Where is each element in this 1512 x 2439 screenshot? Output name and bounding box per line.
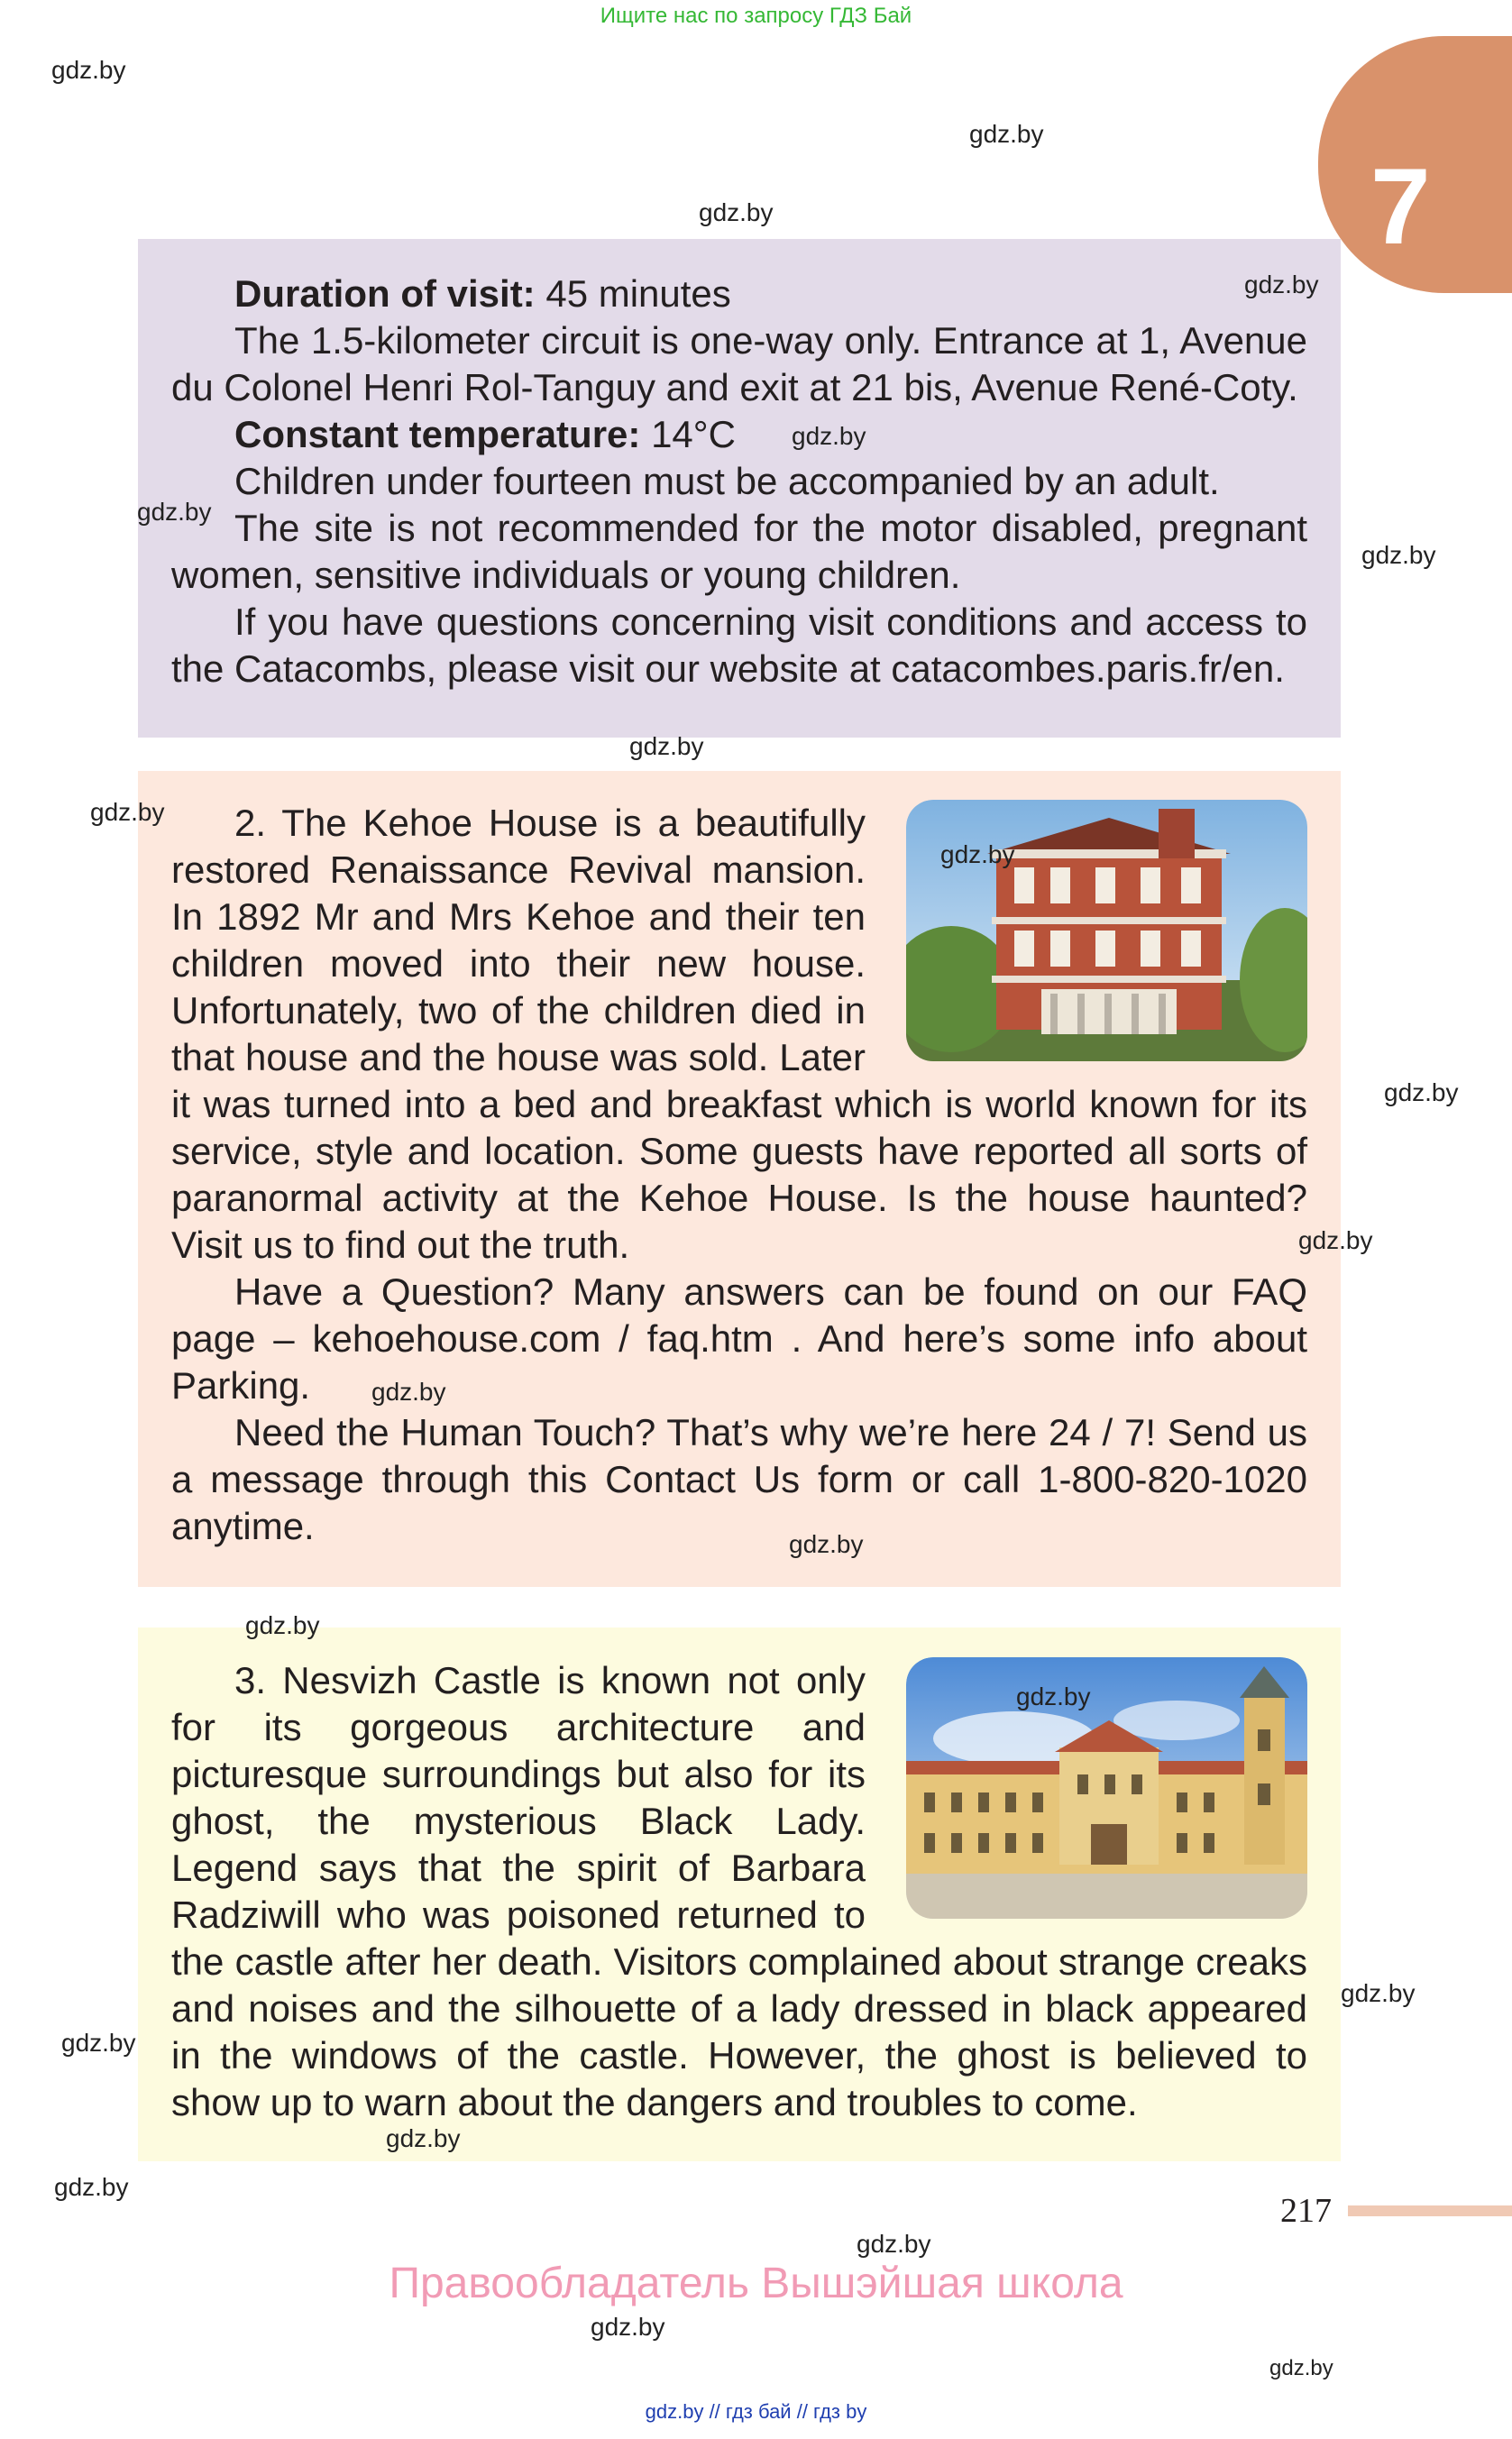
watermark: gdz.by — [940, 840, 1015, 868]
page-number-bar — [1348, 2205, 1512, 2216]
watermark: gdz.by — [1384, 1078, 1459, 1106]
duration-value: 45 minutes — [535, 272, 731, 315]
watermark: gdz.by — [386, 2124, 461, 2152]
kehoe-para-2: Have a Question? Many answers can be found on our FAQ page – kehoehouse.com / faq.htm . And here’s some info about Parking. — [171, 1270, 1307, 1407]
section-nesvizh-text — [171, 1657, 1307, 2126]
duration-line — [171, 270, 1307, 317]
watermark: gdz.by — [1016, 1683, 1091, 1710]
questions-text: If you have questions concerning visit conditions and access to the Catacombs, please visit our website at catacombes.paris.fr/en. — [171, 601, 1307, 690]
nesvizh-para-1: 3. Nesvizh Castle is known not only for its gorgeous architecture and picturesque surroundings but also for its ghost, the mysterious Black Lady. Legend says that the spirit of Barbara Radziwill who was poisoned returned to the castle after her death. Visitors complained about strange creaks and noises and the silhouette of a lady dressed in black appeared in the windows of the castle. However, the ghost is believed to show up to warn about the dangers and troubles to come. — [171, 1659, 1307, 2123]
kehoe-para-3: Need the Human Touch? That’s why we’re here 24 / 7! Send us a message through this Contact Us form or call 1-800-820-1020 anytime. — [171, 1411, 1307, 1547]
watermark: gdz.by — [1341, 1979, 1416, 2007]
watermark: gdz.by — [61, 2029, 136, 2057]
watermark: gdz.by — [699, 198, 774, 226]
site-text: The site is not recommended for the motor disabled, pregnant women, sensitive individuals or young children. — [171, 507, 1307, 596]
temperature-value: 14°C — [640, 413, 736, 455]
unit-number: 7 — [1370, 146, 1431, 267]
nesvizh-castle-image — [893, 1657, 1307, 1928]
duration-label: Duration of visit: — [234, 272, 536, 315]
watermark: gdz.by — [137, 498, 212, 526]
watermark: gdz.by — [51, 56, 126, 84]
children-text: Children under fourteen must be accompanied by an adult. — [234, 460, 1220, 502]
watermark: gdz.by — [1244, 270, 1319, 298]
watermark: gdz.by — [54, 2173, 129, 2201]
watermark: gdz.by — [371, 1378, 446, 1406]
top-banner[interactable]: Ищите нас по запросу ГДЗ Бай — [600, 4, 912, 28]
watermark: gdz.by — [792, 422, 866, 450]
section-kehoe-text — [171, 800, 1307, 1550]
watermark: gdz.by — [969, 120, 1044, 148]
temperature-label: Constant temperature: — [234, 413, 641, 455]
page-number: 217 — [1280, 2192, 1332, 2230]
watermark: gdz.by — [245, 1611, 320, 1639]
watermark: gdz.by — [1361, 541, 1436, 569]
watermark: gdz.by — [591, 2313, 665, 2341]
watermark: gdz.by — [629, 732, 704, 760]
watermark: gdz.by — [1298, 1226, 1373, 1254]
bottom-links[interactable]: gdz.by // гдз бай // гдз by — [645, 2400, 867, 2423]
watermark: gdz.by — [1269, 2356, 1333, 2380]
section-catacombs-text — [171, 270, 1307, 692]
watermark: gdz.by — [90, 798, 165, 826]
watermark: gdz.by — [789, 1530, 864, 1558]
copyright-notice: Правообладатель Вышэйшая школа — [389, 2260, 1123, 2307]
circuit-text: The 1.5-kilometer circuit is one-way only. Entrance at 1, Avenue du Colonel Henri Rol-Tanguy and exit at 21 bis, Avenue René-Coty. — [171, 319, 1307, 408]
watermark: gdz.by — [857, 2230, 931, 2258]
kehoe-para-1: 2. The Kehoe House is a beautifully restored Renaissance Revival mansion. In 1892 Mr and Mrs Kehoe and their ten children moved into their new house. Unfortunately, two of the children died in that house and the house was sold. Later it was turned into a bed and breakfast which is world known for its service, style and location. Some guests have reported all sorts of paranormal activity at the Kehoe House. Is the house haunted? Visit us to find out the truth. — [171, 802, 1307, 1266]
temperature-line — [171, 411, 1307, 458]
